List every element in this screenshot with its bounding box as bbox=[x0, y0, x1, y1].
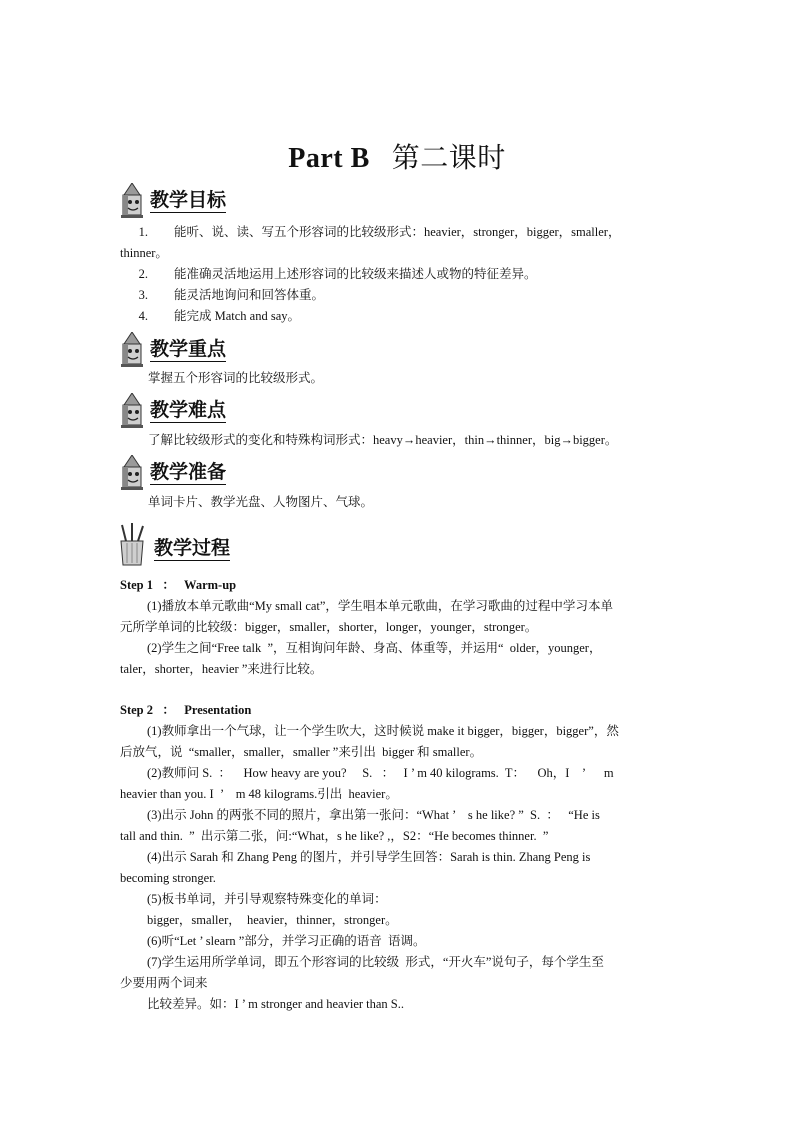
pencil-character-icon bbox=[118, 183, 146, 219]
step2-line: bigger，smaller， heavier，thinner，stronger。 bbox=[147, 913, 398, 927]
step1-line: 元所学单词的比较级：bigger，smaller，shorter，longer，younger，stronger。 bbox=[120, 620, 538, 634]
pencil-character-icon bbox=[118, 393, 146, 429]
step1-title: Step 1 ： Warm-up bbox=[120, 578, 237, 592]
step2-line: 比较差异。如：I ’ m stronger and heavier than S.. bbox=[147, 997, 405, 1011]
step2-line: becoming stronger. bbox=[120, 871, 216, 885]
goal-text: 能灵活地询问和回答体重。 bbox=[174, 288, 325, 302]
section-heading: 教学准备 bbox=[150, 461, 227, 483]
title-lesson: 第二课时 bbox=[391, 141, 506, 174]
step2-line: (4)出示 Sarah 和 Zhang Peng 的图片，并引导学生回答：Sarah is thin. Zhang Peng is bbox=[147, 850, 591, 864]
step1-line: (2)学生之间“Free talk ”，互相询问年龄、身高、体重等，并运用“ older，younger， bbox=[147, 641, 602, 655]
prep-text: 单词卡片、教学光盘、人物图片、气球。 bbox=[148, 495, 374, 509]
pencil-cup-icon bbox=[118, 523, 146, 567]
goal-text: 能完成 Match and say。 bbox=[174, 309, 301, 323]
difficult-text: 了解比较级形式的变化和特殊构词形式：heavy→heavier，thin→thinner，big→bigger。 bbox=[148, 433, 618, 447]
goal-text: 能听、说、读、写五个形容词的比较级形式：heavier，stronger，bigger，smaller， bbox=[174, 225, 621, 239]
step1-line: taler，shorter，heavier ”来进行比较。 bbox=[120, 662, 323, 676]
goal-number: 4. bbox=[138, 309, 148, 323]
step2-line: (5)板书单词，并引导观察特殊变化的单词： bbox=[147, 892, 387, 906]
goal-text: 能准确灵活地运用上述形容词的比较级来描述人或物的特征差异。 bbox=[174, 267, 537, 281]
page-title bbox=[0, 136, 794, 176]
goal-number: 1. bbox=[138, 225, 148, 239]
section-heading: 教学难点 bbox=[150, 399, 227, 421]
section-heading: 教学目标 bbox=[150, 189, 227, 211]
step2-line: (6)听“Let ’ slearn ”部分，并学习正确的语音 语调。 bbox=[147, 934, 426, 948]
pencil-character-icon bbox=[118, 455, 146, 491]
step2-title: Step 2 ： Presentation bbox=[120, 703, 252, 717]
step2-line: (1)教师拿出一个气球，让一个学生吹大，这时候说 make it bigger，bigger，bigger”，然 bbox=[147, 724, 619, 738]
step2-line: 少要用两个词来 bbox=[120, 976, 208, 990]
step1-line: (1)播放本单元歌曲“My small cat”，学生唱本单元歌曲，在学习歌曲的过程中学习本单 bbox=[147, 599, 613, 613]
section-heading: 教学过程 bbox=[154, 537, 231, 559]
title-part: Part B bbox=[288, 143, 370, 174]
pencil-character-icon bbox=[118, 332, 146, 368]
step2-line: (7)学生运用所学单词，即五个形容词的比较级 形式，“开火车”说句子，每个学生至 bbox=[147, 955, 604, 969]
step2-line: tall and thin. ” 出示第二张，问:“What，s he like? ,，S2：“He becomes thinner. ” bbox=[120, 829, 549, 843]
step2-line: (3)出示 John 的两张不同的照片，拿出第一张问：“What ’ s he like? ” S. ： “He is bbox=[147, 808, 600, 822]
goal-text-cont: thinner。 bbox=[120, 246, 168, 260]
step2-line: heavier than you. I ’ m 48 kilograms.引出 heavier。 bbox=[120, 787, 398, 801]
goal-number: 3. bbox=[138, 288, 148, 302]
goal-number: 2. bbox=[138, 267, 148, 281]
step2-line: (2)教师问 S. ： How heavy are you? S. ： I ’ m 40 kilograms. T： Oh，I ’ m bbox=[147, 766, 614, 780]
key-text: 掌握五个形容词的比较级形式。 bbox=[148, 371, 324, 385]
step2-line: 后放气，说 “smaller，smaller，smaller ”来引出 bigger 和 smaller。 bbox=[120, 745, 483, 759]
section-heading: 教学重点 bbox=[150, 338, 227, 360]
